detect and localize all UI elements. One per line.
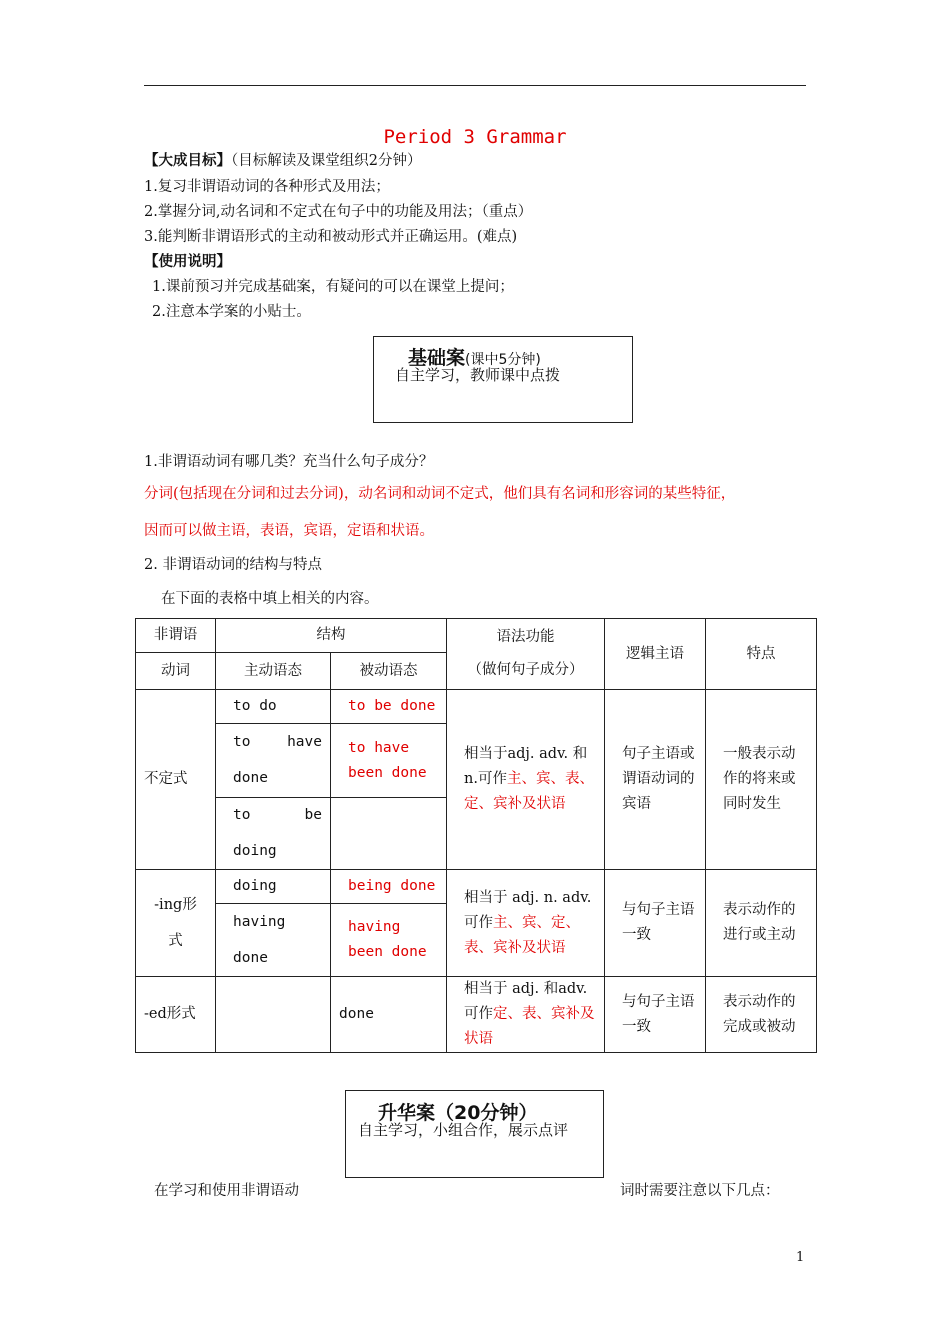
footer-text-right: 词时需要注意以下几点： <box>620 1183 780 1199</box>
basic-box-subtitle: 自主学习，教师课中点拨 <box>395 366 561 384</box>
ing-passive-2-l1: having <box>348 919 401 935</box>
inf-passive-2-l2: been done <box>348 764 427 781</box>
advanced-section-box <box>345 1090 604 1178</box>
ing-function-prefix: 相当于 adj. n. adv.可作 <box>464 889 592 931</box>
ed-function-red: 定、表、宾补及状语 <box>464 1006 595 1047</box>
basic-section-box <box>373 336 633 423</box>
header-logical-subject: 逻辑主语 <box>605 619 706 690</box>
inf-passive-3-empty <box>331 798 447 870</box>
nonfinite-verbs-table <box>135 618 817 1053</box>
ing-active-2-l2: done <box>233 949 268 966</box>
row-ed-name: -ed形式 <box>136 977 216 1053</box>
inf-function-red: 主、宾、表、定、宾补及状语 <box>464 771 594 812</box>
row-ing-name-l1: -ing形 <box>154 896 197 913</box>
advanced-box-subtitle: 自主学习，小组合作，展示点评 <box>358 1121 569 1139</box>
inf-function <box>447 690 605 870</box>
header-function-l2: （做何句子成分） <box>467 662 584 678</box>
ing-passive-1: being done <box>331 870 447 904</box>
ed-function-prefix: 相当于 adj. 和adv.可作 <box>464 981 588 1022</box>
usage-heading: 【使用说明】 <box>144 253 231 270</box>
header-active: 主动语态 <box>216 653 331 690</box>
ing-feature: 表示动作的进行或主动 <box>706 870 817 977</box>
header-type-bottom: 动词 <box>136 653 216 690</box>
ed-subject: 与句子主语一致 <box>605 977 706 1053</box>
inf-passive-1: to be done <box>331 690 447 724</box>
inf-active-3-w3: doing <box>233 843 277 859</box>
answer-1-line-2: 因而可以做主语，表语，宾语，定语和状语。 <box>144 523 434 539</box>
header-feature: 特点 <box>706 619 817 690</box>
answer-1-line-1: 分词(包括现在分词和过去分词)，动名词和动词不定式，他们具有名词和形容词的某些特征， <box>144 486 736 502</box>
inf-active-2-w3: done <box>233 770 268 786</box>
ing-function-red: 主、宾、定、表、宾补及状语 <box>464 914 580 956</box>
usage-item: 2.注意本学案的小贴士。 <box>152 304 311 320</box>
inf-subject: 句子主语或谓语动词的宾语 <box>605 690 706 870</box>
ed-passive: done <box>331 977 447 1053</box>
question-1: 1.非谓语动词有哪几类？充当什么句子成分？ <box>144 454 434 470</box>
header-passive: 被动语态 <box>331 653 447 690</box>
header-function-l1: 语法功能 <box>496 629 555 645</box>
page-number: 1 <box>796 1250 805 1265</box>
inf-active-2-w1: to <box>233 734 251 750</box>
ing-active-2-l1: having <box>233 913 286 930</box>
inf-active-2-w2: have <box>287 734 322 750</box>
inf-active-1: to do <box>216 690 331 724</box>
basic-box-time: (课中5分钟) <box>465 352 541 368</box>
ing-active-2 <box>216 904 331 977</box>
goals-heading: 【大成目标】 <box>144 152 231 169</box>
basic-box-title: 基础案 <box>408 347 466 369</box>
ed-active-empty <box>216 977 331 1053</box>
header-type-top: 非谓语 <box>136 619 216 653</box>
header-function <box>447 619 605 690</box>
ed-function <box>447 977 605 1053</box>
usage-item: 1.课前预习并完成基础案，有疑问的可以在课堂上提问； <box>152 279 514 295</box>
inf-function-prefix: 相当于adj. adv. 和n.可作 <box>464 746 588 787</box>
ing-passive-2 <box>331 904 447 977</box>
goals-heading-line <box>144 151 421 171</box>
inf-active-3-w1: to <box>233 807 251 823</box>
inf-active-2 <box>216 724 331 798</box>
goal-item: 3.能判断非谓语形式的主动和被动形式并正确运用。(难点) <box>144 229 518 245</box>
inf-active-3-top <box>233 803 322 828</box>
question-2: 2. 非谓语动词的结构与特点 <box>144 557 322 573</box>
inf-active-3 <box>216 798 331 870</box>
ed-feature: 表示动作的完成或被动 <box>706 977 817 1053</box>
row-ing-name <box>136 870 216 977</box>
ing-subject: 与句子主语一致 <box>605 870 706 977</box>
ing-passive-2-l2: been done <box>348 944 427 960</box>
ing-active-1: doing <box>216 870 331 904</box>
goal-item: 2.掌握分词,动名词和不定式在句子中的功能及用法；（重点） <box>144 204 533 220</box>
inf-active-3-w2: be <box>304 807 322 823</box>
footer-text-left: 在学习和使用非谓语动 <box>154 1183 299 1199</box>
inf-passive-2-l1: to have <box>348 739 410 756</box>
advanced-box-title: 升华案（20分钟） <box>378 1102 538 1124</box>
table-instruction: 在下面的表格中填上相关的内容。 <box>161 591 379 607</box>
goal-item: 1.复习非谓语动词的各种形式及用法； <box>144 179 390 195</box>
inf-feature: 一般表示动作的将来或同时发生 <box>706 690 817 870</box>
inf-passive-2 <box>331 724 447 798</box>
inf-active-2-top <box>233 730 322 755</box>
row-infinitive-name: 不定式 <box>136 690 216 870</box>
header-structure: 结构 <box>216 619 447 653</box>
ing-function <box>447 870 605 977</box>
header-rule <box>144 85 806 86</box>
page-title: Period 3 Grammar <box>383 126 567 148</box>
row-ing-name-l2: 式 <box>168 932 183 949</box>
goals-note: （目标解读及课堂组织2分钟） <box>231 153 422 169</box>
